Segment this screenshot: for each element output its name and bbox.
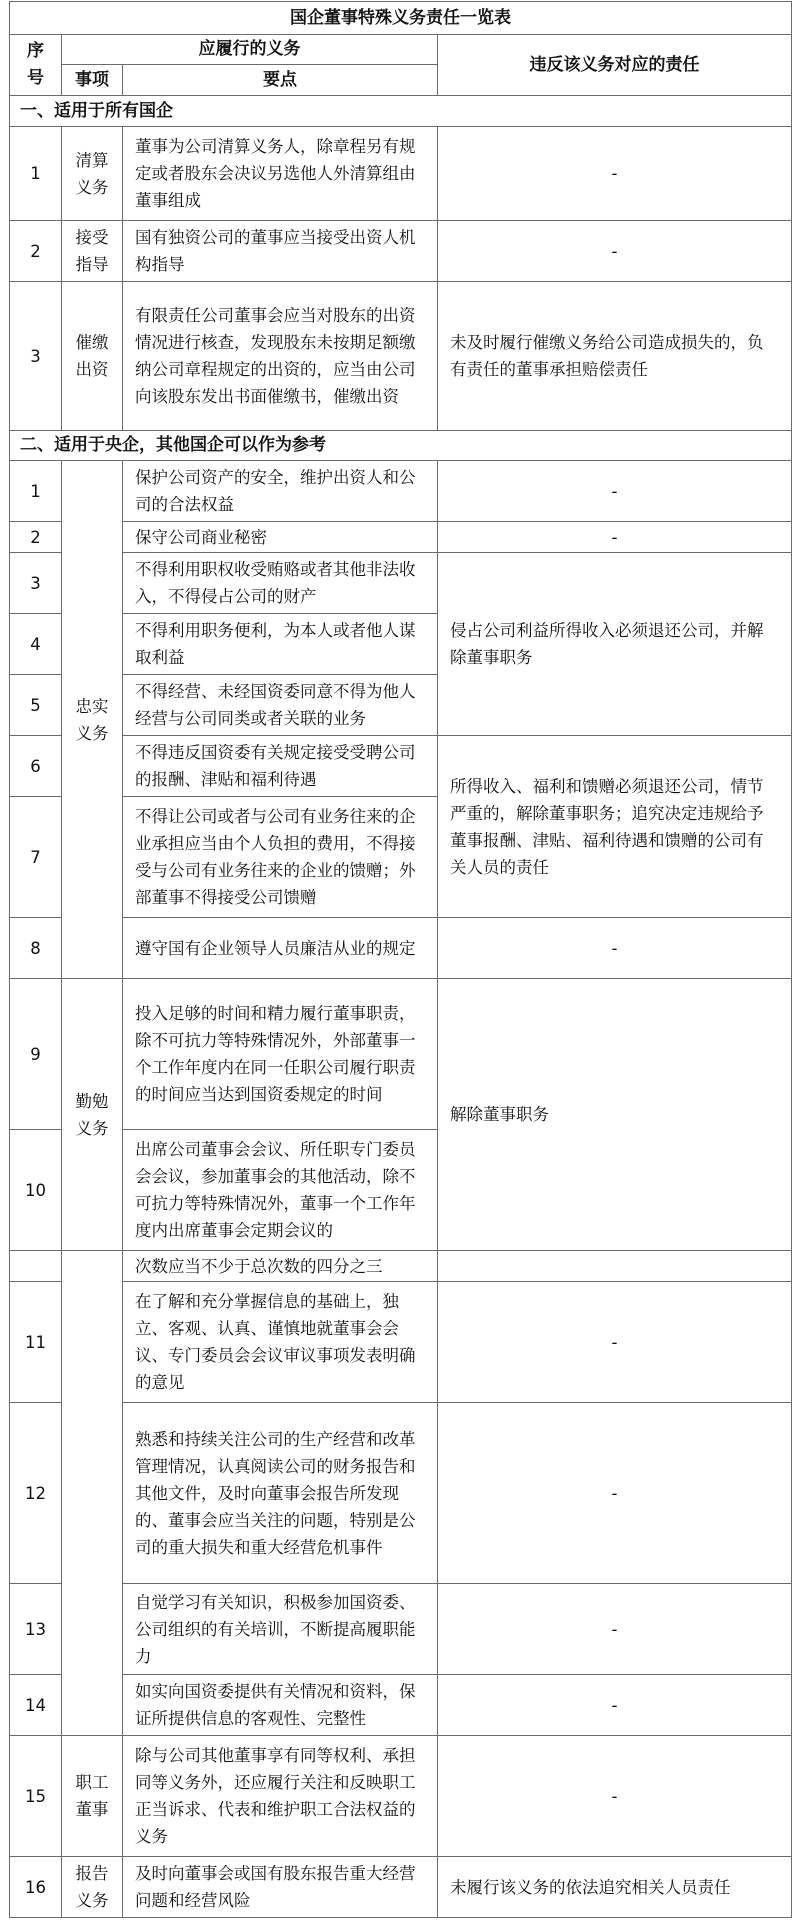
table-row <box>10 522 792 553</box>
row-number: 16 <box>10 1857 62 1918</box>
row-number: 11 <box>10 1282 62 1403</box>
header-duties: 应履行的义务 <box>62 35 438 65</box>
section-heading: 二、适用于央企，其他国企可以作为参考 <box>10 431 792 461</box>
header-item: 事项 <box>62 65 123 96</box>
row-liability: - <box>438 1675 792 1736</box>
row-number: 9 <box>10 979 62 1130</box>
row-points: 自觉学习有关知识，积极参加国资委、公司组织的有关培训，不断提高履职能力 <box>123 1584 438 1675</box>
duties-table <box>9 1 792 1251</box>
header-points: 要点 <box>123 65 438 96</box>
row-liability: - <box>438 1584 792 1675</box>
row-liability: - <box>438 918 792 979</box>
row-points: 保守公司商业秘密 <box>123 522 438 553</box>
row-number: 3 <box>10 282 62 431</box>
row-number: 7 <box>10 797 62 918</box>
row-number: 5 <box>10 675 62 736</box>
header-row <box>10 35 792 65</box>
row-liability: 所得收入、福利和馈赠必须退还公司，情节严重的，解除董事职务；追究决定违规给予董事报酬、津贴、福利待遇和馈赠的公司有关人员的责任 <box>438 736 792 918</box>
row-points: 保护公司资产的安全，维护出资人和公司的合法权益 <box>123 461 438 522</box>
table-title: 国企董事特殊义务责任一览表 <box>10 2 792 35</box>
row-number: 1 <box>10 461 62 522</box>
table-row <box>10 1736 792 1857</box>
header-seq: 序号 <box>10 35 62 96</box>
table-row <box>10 1282 792 1403</box>
table-row <box>10 461 792 522</box>
row-liability: 未及时履行催缴义务给公司造成损失的，负有责任的董事承担赔偿责任 <box>438 282 792 431</box>
table-row <box>10 736 792 797</box>
table-title-row <box>10 2 792 35</box>
header-liability: 违反该义务对应的责任 <box>438 35 792 96</box>
table-row <box>10 127 792 221</box>
row-liability: - <box>438 127 792 221</box>
row-item: 勤勉义务 <box>62 979 123 1251</box>
row-item-empty <box>62 1251 123 1736</box>
row-item: 报告义务 <box>62 1857 123 1918</box>
table-row <box>10 1251 792 1282</box>
row-number: 6 <box>10 736 62 797</box>
section-row <box>10 96 792 127</box>
row-points: 投入足够的时间和精力履行董事职责，除不可抗力等特殊情况外，外部董事一个工作年度内在同一任职公司履行职责的时间应当达到国资委规定的时间 <box>123 979 438 1130</box>
row-liability: - <box>438 1736 792 1857</box>
table-row <box>10 1403 792 1584</box>
row-item: 催缴出资 <box>62 282 123 431</box>
section-row <box>10 431 792 461</box>
table-row <box>10 1675 792 1736</box>
row-liability-empty <box>438 1251 792 1282</box>
table-row <box>10 282 792 431</box>
row-number: 13 <box>10 1584 62 1675</box>
row-points: 及时向董事会或国有股东报告重大经营问题和经营风险 <box>123 1857 438 1918</box>
row-number: 8 <box>10 918 62 979</box>
row-number: 2 <box>10 522 62 553</box>
row-points: 不得经营、未经国资委同意不得为他人经营与公司同类或者关联的业务 <box>123 675 438 736</box>
row-number: 12 <box>10 1403 62 1584</box>
row-points: 出席公司董事会会议、所任职专门委员会会议，参加董事会的其他活动，除不可抗力等特殊情况外，董事一个工作年度内出席董事会定期会议的 <box>123 1130 438 1251</box>
row-liability: - <box>438 1403 792 1584</box>
row-item: 清算义务 <box>62 127 123 221</box>
row-item: 职工董事 <box>62 1736 123 1857</box>
row-number: 1 <box>10 127 62 221</box>
row-liability: 侵占公司利益所得收入必须退还公司，并解除董事职务 <box>438 553 792 736</box>
table-row <box>10 553 792 614</box>
row-points: 不得让公司或者与公司有业务往来的企业承担应当由个人负担的费用，不得接受与公司有业务往来的企业的馈赠；外部董事不得接受公司馈赠 <box>123 797 438 918</box>
row-points: 不得利用职务便利，为本人或者他人谋取利益 <box>123 614 438 675</box>
duties-table-continued <box>9 1250 792 1918</box>
table-row <box>10 1584 792 1675</box>
row-points: 如实向国资委提供有关情况和资料，保证所提供信息的客观性、完整性 <box>123 1675 438 1736</box>
row-number: 15 <box>10 1736 62 1857</box>
table-row <box>10 221 792 282</box>
row-points: 不得违反国资委有关规定接受受聘公司的报酬、津贴和福利待遇 <box>123 736 438 797</box>
row-liability: 未履行该义务的依法追究相关人员责任 <box>438 1857 792 1918</box>
row-liability: 解除董事职务 <box>438 979 792 1251</box>
row-liability: - <box>438 221 792 282</box>
row-liability: - <box>438 461 792 522</box>
table-row <box>10 979 792 1130</box>
table-row <box>10 1857 792 1918</box>
row-item: 忠实义务 <box>62 461 123 979</box>
section-heading: 一、适用于所有国企 <box>10 96 792 127</box>
row-item: 接受指导 <box>62 221 123 282</box>
row-points: 除与公司其他董事享有同等权利、承担同等义务外，还应履行关注和反映职工正当诉求、代表和维护职工合法权益的义务 <box>123 1736 438 1857</box>
row-points: 国有独资公司的董事应当接受出资人机构指导 <box>123 221 438 282</box>
row-points: 遵守国有企业领导人员廉洁从业的规定 <box>123 918 438 979</box>
row-number: 2 <box>10 221 62 282</box>
row-points: 不得利用职权收受贿赂或者其他非法收入，不得侵占公司的财产 <box>123 553 438 614</box>
row-number: 10 <box>10 1130 62 1251</box>
row-number: 4 <box>10 614 62 675</box>
row-points: 熟悉和持续关注公司的生产经营和改革管理情况，认真阅读公司的财务报告和其他文件，及时向董事会报告所发现的、董事会应当关注的问题，特别是公司的重大损失和重大经营危机事件 <box>123 1403 438 1584</box>
row-number-empty <box>10 1251 62 1282</box>
row-points: 董事为公司清算义务人，除章程另有规定或者股东会决议另选他人外清算组由董事组成 <box>123 127 438 221</box>
row-liability: - <box>438 522 792 553</box>
row-points: 在了解和充分掌握信息的基础上，独立、客观、认真、谨慎地就董事会会议、专门委员会会议审议事项发表明确的意见 <box>123 1282 438 1403</box>
row-points: 有限责任公司董事会应当对股东的出资情况进行核查，发现股东未按期足额缴纳公司章程规定的出资的，应当由公司向该股东发出书面催缴书，催缴出资 <box>123 282 438 431</box>
row-points: 次数应当不少于总次数的四分之三 <box>123 1251 438 1282</box>
row-number: 14 <box>10 1675 62 1736</box>
row-liability: - <box>438 1282 792 1403</box>
row-number: 3 <box>10 553 62 614</box>
table-row <box>10 918 792 979</box>
